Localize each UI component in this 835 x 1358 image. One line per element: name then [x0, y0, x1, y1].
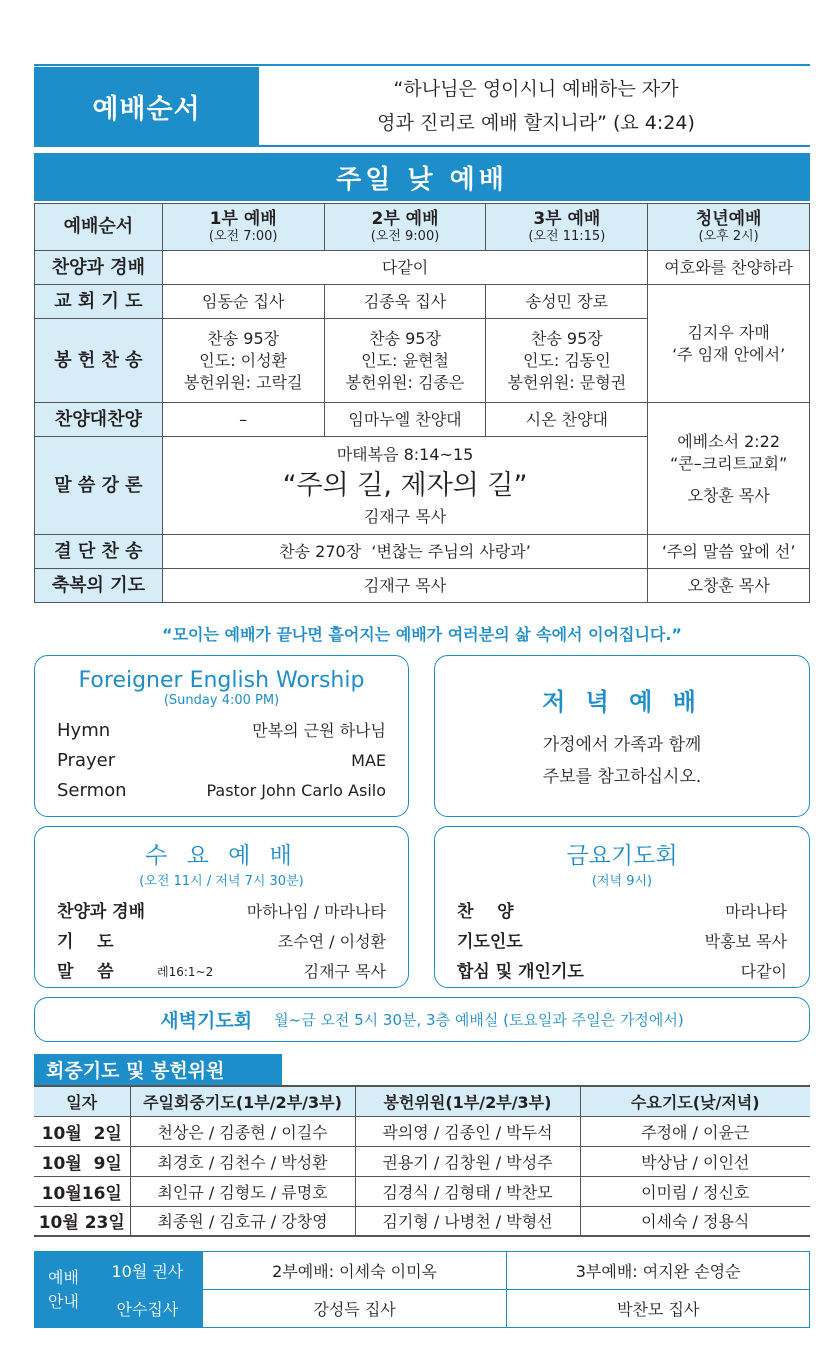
col-service-3: 3부 예배 (오전 11:15)	[486, 204, 648, 251]
table-row	[34, 1206, 810, 1236]
table-header-row	[34, 1086, 810, 1116]
col-service-1: 1부 예배 (오전 7:00)	[162, 204, 324, 251]
table-row	[34, 1146, 810, 1176]
guide-row1-a: 2부예배: 이세숙 이미옥	[202, 1252, 507, 1290]
offering-label: 봉 헌 찬 송	[35, 319, 163, 403]
wednesday-item: 찬양과 경배 마하나임 / 마라나타	[57, 902, 386, 922]
friday-prayer-box	[434, 826, 810, 988]
choir-1: –	[162, 403, 324, 437]
prayer-2: 김종욱 집사	[324, 285, 486, 319]
praise-all: 다같이	[162, 251, 647, 285]
sermon-preacher: 김재구 목사	[363, 506, 447, 526]
table-cell: 최종원 / 김호규 / 강창영	[130, 1206, 355, 1236]
guide-row1-b: 3부예배: 여지완 손영순	[507, 1252, 810, 1290]
prayer-table	[34, 1085, 810, 1237]
row-praise	[35, 251, 810, 285]
prayer-3: 송성민 장로	[486, 285, 648, 319]
table-cell: 권용기 / 김창원 / 박성주	[355, 1146, 580, 1176]
guide-row2-label: 안수집사	[92, 1290, 202, 1328]
worship-guide-table	[34, 1251, 810, 1328]
sermon-scripture: 마태복음 8:14~15	[336, 444, 474, 464]
table-cell: 이세숙 / 정용식	[580, 1206, 810, 1236]
header-rule	[34, 145, 810, 147]
table-row	[34, 1116, 810, 1146]
friday-item: 기도인도 박홍보 목사	[457, 932, 787, 952]
header-cell: 일자	[34, 1086, 130, 1116]
wednesday-item: 말 씀 레16:1~2 김재구 목사	[57, 962, 386, 982]
friday-time: (저녁 9시)	[591, 874, 653, 889]
closing-label: 결 단 찬 송	[35, 535, 163, 569]
english-worship-box	[34, 655, 409, 817]
date-cell: 10월 2일	[34, 1116, 130, 1146]
offering-1: 찬송 95장 인도: 이성환 봉헌위원: 고락길	[162, 319, 324, 403]
guide-row2-a: 강성득 집사	[202, 1290, 507, 1328]
quote-line-2: 영과 진리로 예배 할지니라” (요 4:24)	[377, 112, 695, 134]
table-cell: 최인규 / 김형도 / 류명호	[130, 1176, 355, 1206]
english-title: Foreigner English Worship	[78, 668, 365, 693]
prayer-label: 교 회 기 도	[35, 285, 163, 319]
prayer-section-title: 회중기도 및 봉헌위원	[34, 1054, 282, 1085]
dawn-text: 월~금 오전 5시 30분, 3층 예배실 (토요일과 주일은 가정에서)	[274, 1011, 684, 1029]
table-cell: 이미림 / 정신호	[580, 1176, 810, 1206]
wednesday-item: 기 도 조수연 / 이성환	[57, 932, 386, 952]
choir-3: 시온 찬양대	[486, 403, 648, 437]
top-rule	[34, 64, 810, 66]
wednesday-worship-box	[34, 826, 409, 988]
choir-label: 찬양대찬양	[35, 403, 163, 437]
prayer-1: 임동순 집사	[162, 285, 324, 319]
evening-title: 저 녁 예 배	[542, 688, 702, 716]
row-closing	[35, 535, 810, 569]
dawn-prayer-box	[34, 997, 810, 1042]
blessing-all: 김재구 목사	[162, 569, 647, 603]
table-cell: 김기형 / 나병천 / 박형선	[355, 1206, 580, 1236]
table-cell: 김경식 / 김형태 / 박찬모	[355, 1176, 580, 1206]
offering-youth: 김지우 자매 ‘주 임재 안에서’	[648, 285, 810, 403]
blessing-label: 축복의 기도	[35, 569, 163, 603]
table-cell: 곽의영 / 김종인 / 박두석	[355, 1116, 580, 1146]
evening-line-1: 가정에서 가족과 함께	[542, 735, 702, 755]
row-blessing	[35, 569, 810, 603]
closing-all: 찬송 270장 ‘변찮는 주님의 사랑과’	[162, 535, 647, 569]
col-service-2: 2부 예배 (오전 9:00)	[324, 204, 486, 251]
offering-2: 찬송 95장 인도: 윤현철 봉헌위원: 김종은	[324, 319, 486, 403]
sunday-order-table	[34, 203, 810, 603]
date-cell: 10월 9일	[34, 1146, 130, 1176]
col-youth: 청년예배 (오후 2시)	[648, 204, 810, 251]
row-prayer	[35, 285, 810, 319]
sunday-worship-banner: 주일 낮 예배	[34, 153, 810, 201]
quote-line-1: “하나님은 영이시니 예배하는 자가	[393, 78, 679, 100]
evening-line-2: 주보를 참고하십시오.	[542, 767, 702, 787]
guide-row1-label: 10월 권사	[92, 1252, 202, 1290]
guide-label: 예배 안내	[35, 1252, 93, 1328]
table-cell: 주정애 / 이윤근	[580, 1116, 810, 1146]
header-cell: 수요기도(낮/저녁)	[580, 1086, 810, 1116]
guide-row2-b: 박찬모 집사	[507, 1290, 810, 1328]
sermon-youth: 에베소서 2:22 “콘–크리트교회” 오창훈 목사	[648, 403, 810, 535]
praise-label: 찬양과 경배	[35, 251, 163, 285]
order-title: 예배순서	[34, 67, 259, 145]
guide-row	[35, 1290, 810, 1328]
offering-3: 찬송 95장 인도: 김동인 봉헌위원: 문형권	[486, 319, 648, 403]
sermon-label: 말 씀 강 론	[35, 437, 163, 535]
english-item: Prayer MAE	[57, 750, 386, 771]
friday-item: 합심 및 개인기도 다같이	[457, 962, 787, 982]
friday-title: 금요기도회	[566, 843, 678, 869]
closing-youth: ‘주의 말씀 앞에 선’	[648, 535, 810, 569]
evening-worship-box	[434, 655, 810, 817]
sermon-all	[162, 437, 647, 535]
praise-youth: 여호와를 찬양하라	[648, 251, 810, 285]
table-header-row	[35, 204, 810, 251]
col-order: 예배순서	[35, 204, 163, 251]
friday-item: 찬 양 마라나타	[457, 902, 787, 922]
table-cell: 최경호 / 김천수 / 박성환	[130, 1146, 355, 1176]
header-cell: 봉헌위원(1부/2부/3부)	[355, 1086, 580, 1116]
table-cell: 박상남 / 이인선	[580, 1146, 810, 1176]
english-item: Hymn 만복의 근원 하나님	[57, 720, 386, 741]
dawn-title: 새벽기도회	[160, 1010, 253, 1032]
wednesday-time: (오전 11시 / 저녁 7시 30분)	[139, 874, 304, 889]
wednesday-title: 수 요 예 배	[145, 843, 298, 869]
date-cell: 10월16일	[34, 1176, 130, 1206]
choir-2: 임마누엘 찬양대	[324, 403, 486, 437]
date-cell: 10월 23일	[34, 1206, 130, 1236]
blessing-youth: 오창훈 목사	[648, 569, 810, 603]
table-row	[34, 1176, 810, 1206]
english-item: Sermon Pastor John Carlo Asilo	[57, 780, 386, 801]
table-cell: 천상은 / 김종현 / 이길수	[130, 1116, 355, 1146]
motto: “모이는 예배가 끝나면 흩어지는 예배가 여러분의 삶 속에서 이어집니다.”	[162, 625, 682, 644]
header-cell: 주일회중기도(1부/2부/3부)	[130, 1086, 355, 1116]
guide-row	[35, 1252, 810, 1290]
scripture-quote	[262, 72, 810, 140]
sermon-title: “주의 길, 제자의 길”	[282, 469, 528, 501]
row-choir	[35, 403, 810, 437]
english-time: (Sunday 4:00 PM)	[163, 693, 280, 708]
